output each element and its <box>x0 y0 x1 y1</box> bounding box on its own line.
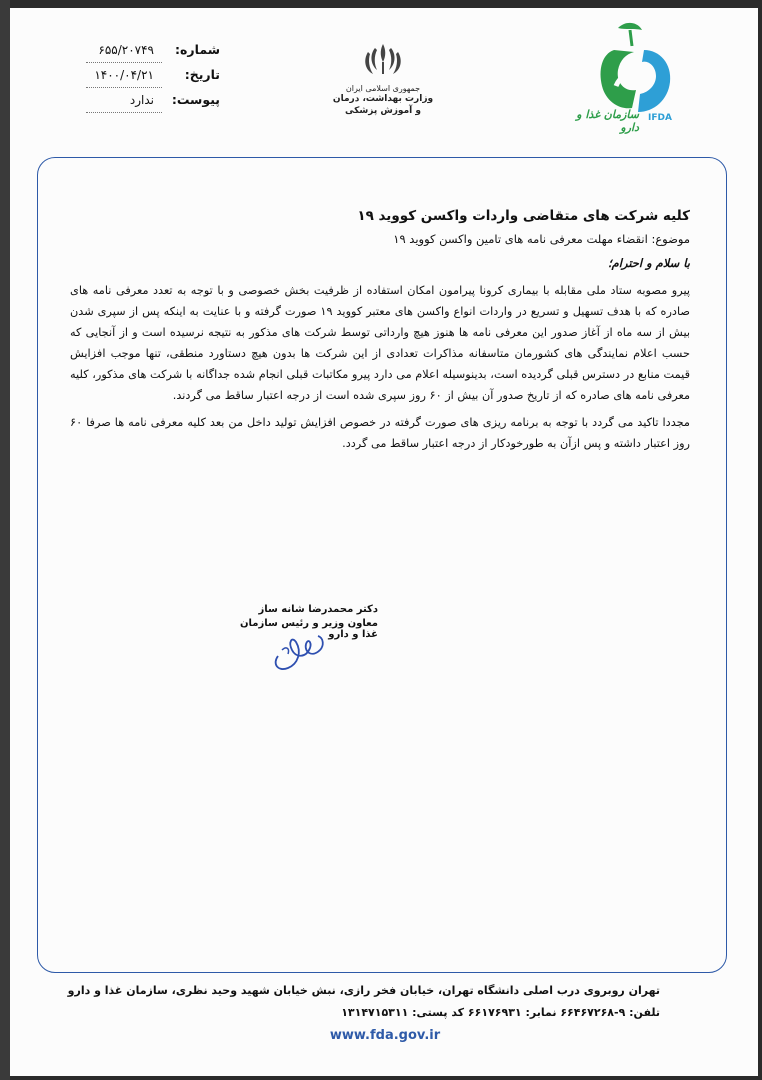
emblem-ministry-1: وزارت بهداشت، درمان <box>332 94 434 104</box>
ministry-emblem <box>318 40 448 117</box>
number-row <box>10 38 220 63</box>
letter-paragraph-2: مجددا تاکید می گردد با توجه به برنامه ریزی های صورت گرفته در خصوص افزایش تولید داخل من بعد کلیه معرفی نامه ها صرفا ۶۰ روز اعتبار داشته و پس ازآن به طورخودکار از درجه اعتبار ساقط می گردد. <box>70 416 690 450</box>
letter-greeting: با سلام و احترام؛ <box>608 256 690 270</box>
date-label: تاریخ: <box>184 67 220 82</box>
number-value: ۶۵۵/۲۰۷۴۹ <box>86 39 162 63</box>
letter-paragraph-1: پیرو مصوبه ستاد ملی مقابله با بیماری کرونا پیرامون امکان استفاده از ظرفیت بخش خصوصی و با توجه به تعدد معرفی نامه های صادره که با هدف تسهیل و تسریع در واردات انواع واکسن های معتبر کووید ۱۹ صورت گرفته و با عنایت به اینکه پس از سپری شدن بیش از سه ماه از آغاز صدور این معرفی نامه ها هنوز هیچ وارداتی توسط شرکت های مذکور به نتیجه نرسیده است و از آنجایی که حسب اعلام نمایندگی های کشورمان متاسفانه مذاکرات تعدادی از این شرکت ها بدون هیچ دستاورد منطقی، تنها موجب افزایش قیمت منابع در دسترس قبلی گردیده است، بدینوسیله اعلام می دارد پیرو مکاتبات قبلی انجام شده جداگانه با شرکت های مذکور، کلیه معرفی نامه های صادره که از تاریخ صدور آن بیش از ۶۰ روز سپری شده است از درجه اعتبار ساقط می گردند. <box>70 284 690 402</box>
photo-edge <box>0 0 10 1080</box>
website-link[interactable]: www.fda.gov.ir <box>329 1028 441 1043</box>
emblem-ministry-2: و آموزش پزشکی <box>345 106 421 116</box>
letter-recipient: کلیه شرکت های متقاضی واردات واکسن کووید ۱۹ <box>357 208 690 224</box>
letter-subject: موضوع: انقضاء مهلت معرفی نامه های تامین واکسن کووید ۱۹ <box>393 232 690 246</box>
handwritten-signature-icon <box>268 628 328 674</box>
footer-contact: تلفن: ۹-۶۶۴۶۷۲۶۸ نمابر: ۶۶۱۷۶۹۳۱ کد پستی: ۱۳۱۴۷۱۵۳۱۱ <box>341 1006 660 1019</box>
attachment-label: پیوست: <box>171 92 220 107</box>
signatory-name: دکتر محمدرضا شانه ساز <box>258 604 378 615</box>
letter-meta <box>10 38 220 113</box>
letter-body <box>70 208 690 460</box>
emblem-country: جمهوری اسلامی ایران <box>345 84 421 93</box>
signatory-title: معاون وزیر و رئیس سازمان غذا و دارو <box>240 618 378 640</box>
attachment-row <box>10 88 220 113</box>
attachment-value: ندارد <box>86 89 162 113</box>
letter-footer <box>60 980 660 1024</box>
logo-org-name: سازمان غذا و دارو <box>576 108 639 134</box>
date-value: ۱۴۰۰/۰۴/۲۱ <box>86 64 162 88</box>
date-row <box>10 63 220 88</box>
iran-emblem-icon <box>360 40 406 80</box>
footer-address: تهران روبروی درب اصلی دانشگاه تهران، خیابان فخر رازی، نبش خیابان شهید وحید نظری، سازمان غذا و دارو <box>67 984 660 997</box>
logo-abbr: IFDA <box>648 113 672 123</box>
number-label: شماره: <box>175 42 220 57</box>
